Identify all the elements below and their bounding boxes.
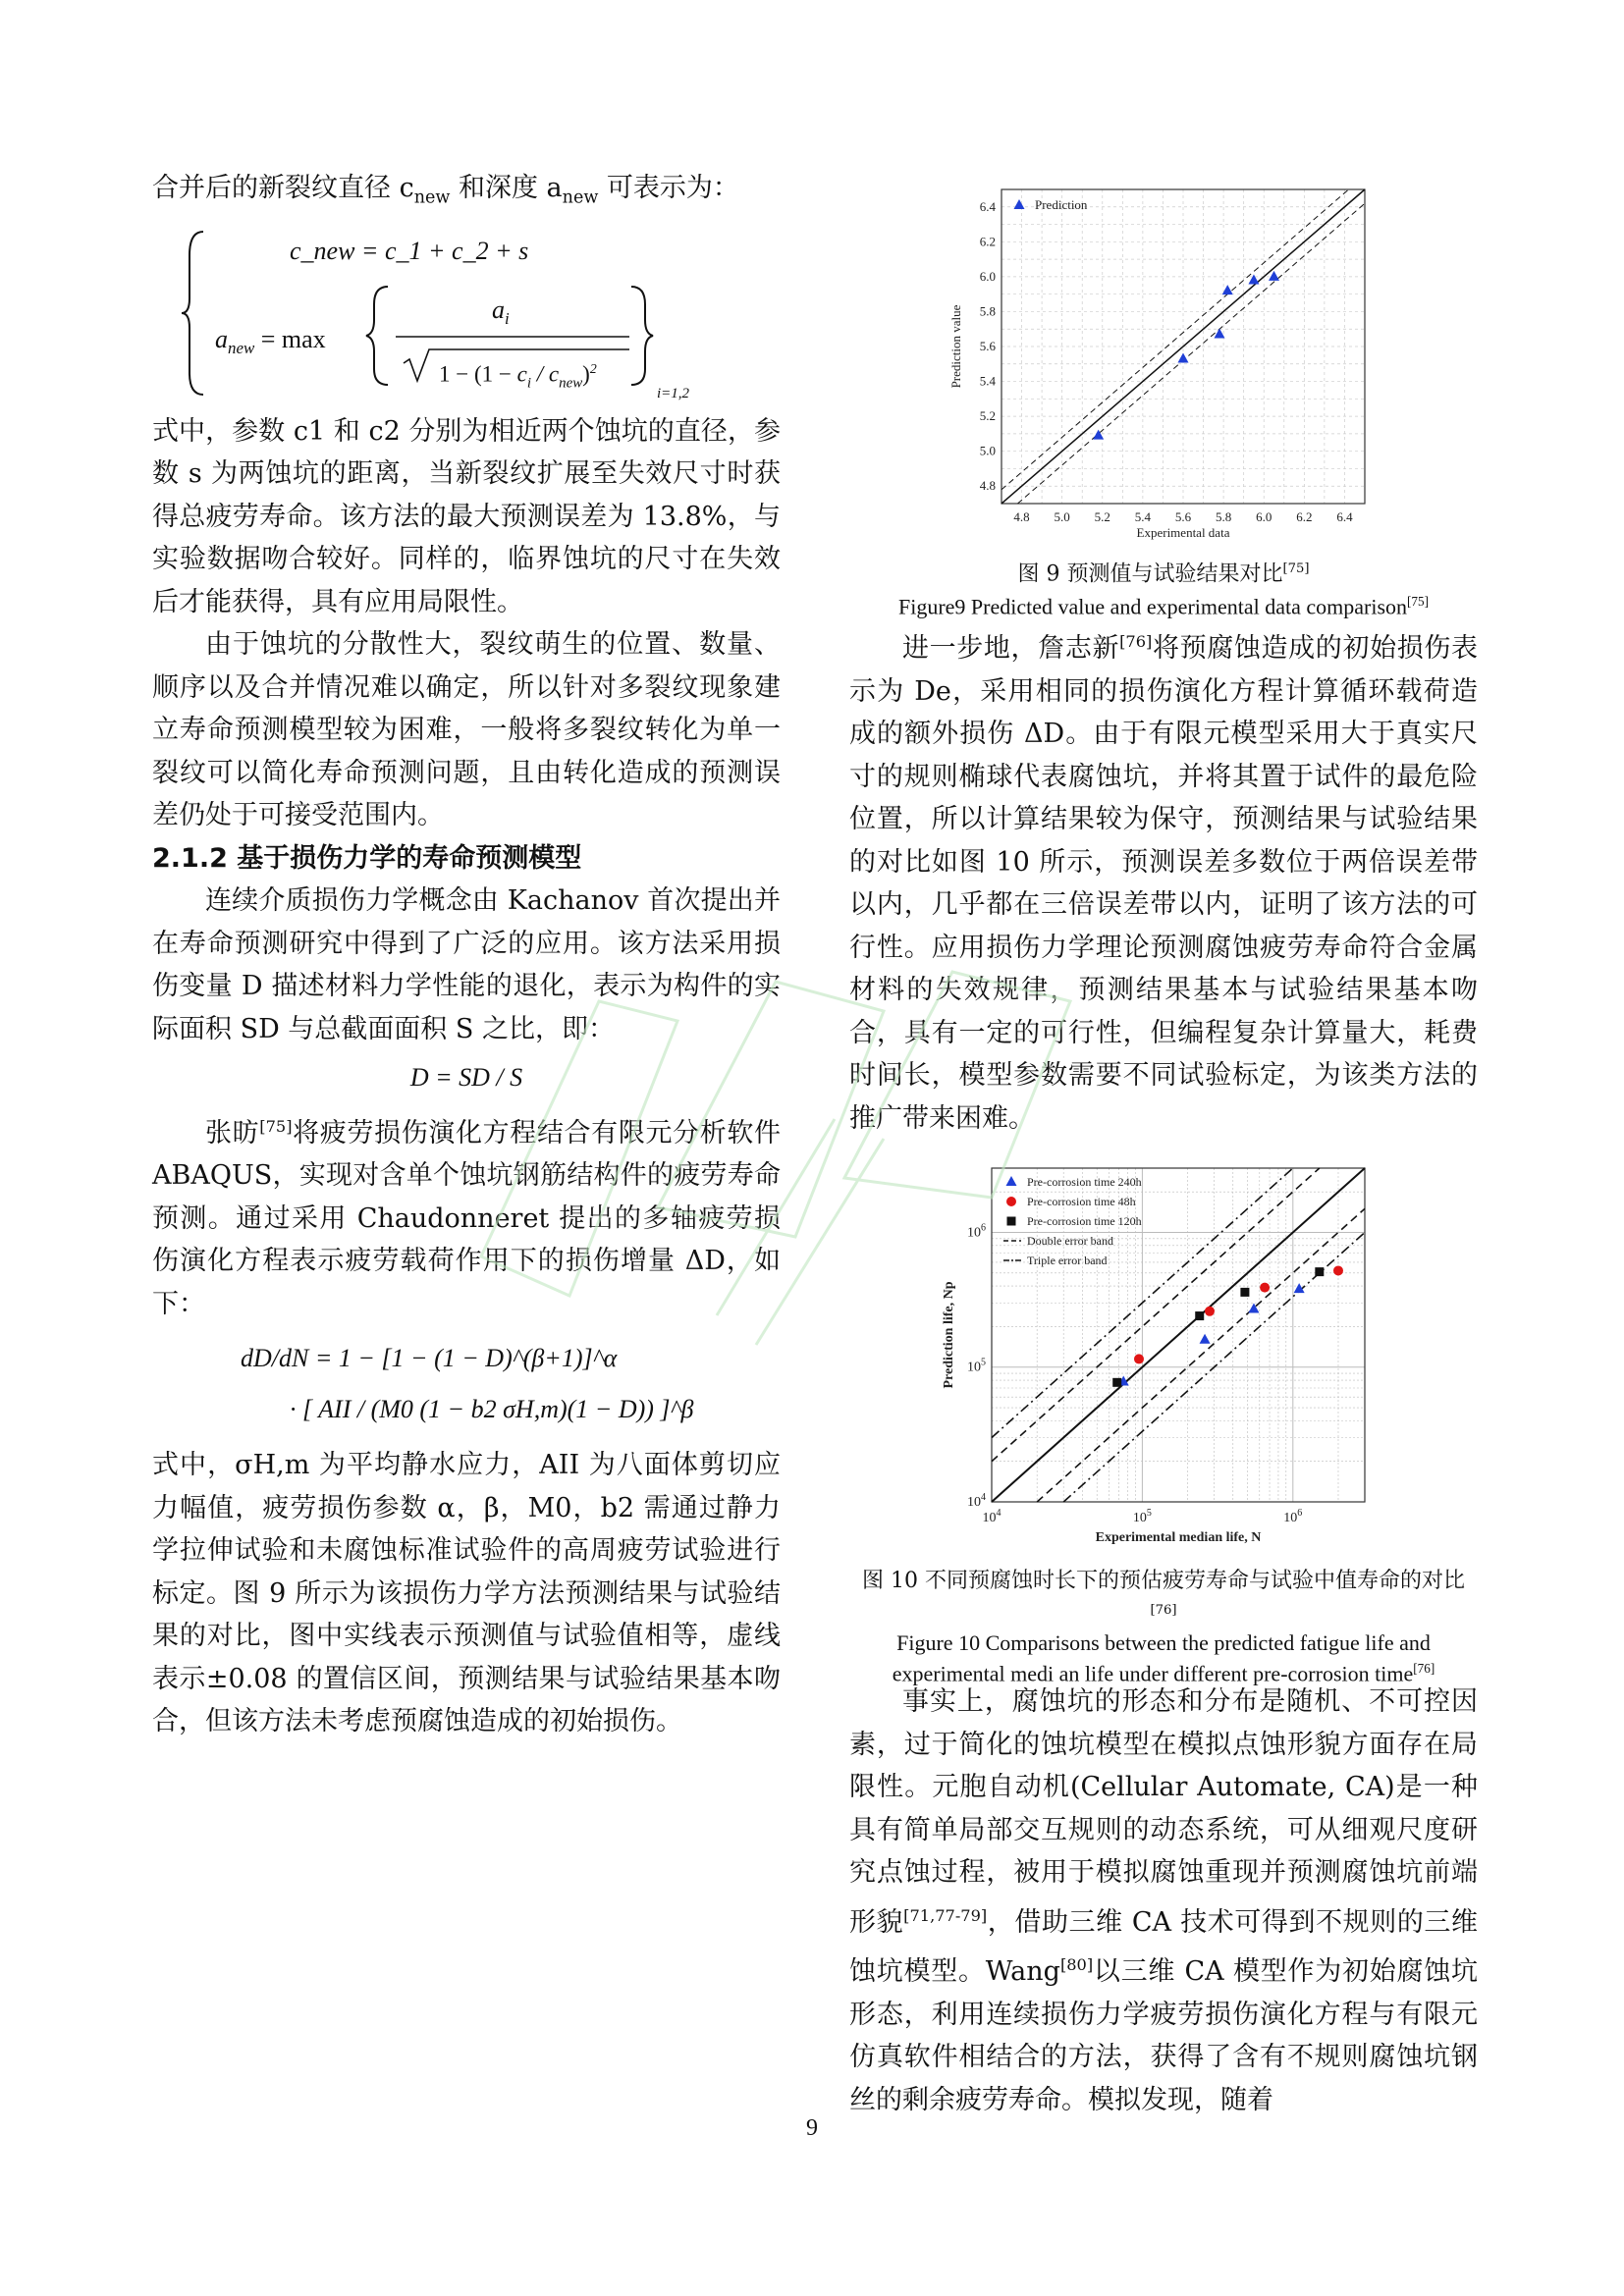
- legend-marker-48h: [1006, 1197, 1016, 1206]
- y-tick-label: 4.8: [979, 478, 996, 494]
- x-tick-label: $10^5$: [1132, 1508, 1152, 1525]
- x-tick-label: 5.2: [1094, 509, 1110, 524]
- paragraph-6: 进一步地，詹志新[76]将预腐蚀造成的初始损伤表示为 De，采用相同的损伤演化方程计算循环载荷造成的额外损伤 ΔD。由于有限元模型采用大于真实尺寸的规则椭球代表腐蚀坑，并将其置于试件的最危险位置，所以计算结果较为保守，预测结果与试验结果的对比如图 10 所示，预测误差多数位于两倍误差带以内，几乎都在三倍误差带以内，证明了该方法的可行性。应用损伤力学理论预测腐蚀疲劳寿命符合金属材料的失效规律，预测结果基本与试验结果基本吻合，具有一定的可行性，但编程复杂计算量大，耗费时间长，模型参数需要不同试验标定，为该类方法的推广带来困难。: [849, 632, 1479, 1134]
- x-axis-label: Experimental median life, N: [1095, 1530, 1262, 1545]
- x-tick-label: 5.0: [1054, 509, 1070, 524]
- data-point-48h: [1260, 1283, 1270, 1293]
- paragraph-4: 张昉[75]将疲劳损伤演化方程结合有限元分析软件 ABAQUS，实现对含单个蚀坑钢筋结构件的疲劳寿命预测。通过采用 Chaudonneret 提出的多轴疲劳损伤演化方程表示疲劳载荷作用下的损伤增量 ΔD，如下：: [152, 1116, 782, 1319]
- paragraph-5: 式中，σH,m 为平均静水应力，AII 为八面体剪切应力幅值，疲劳损伤参数 α，β，M0，b2 需通过静力学拉伸试验和未腐蚀标准试验件的高周疲劳试验进行标定。图 9 所示为该损伤力学方法预测结果与试验结果的对比，图中实线表示预测值与试验值相等，虚线表示±0.08 的置信区间，预测结果与试验结果基本吻合，但该方法未考虑预腐蚀造成的初始损伤。: [152, 1450, 781, 1737]
- page-number: 9: [806, 2115, 818, 2141]
- legend-marker-120h: [1007, 1217, 1016, 1226]
- right-column-top: [849, 620, 1478, 1140]
- x-tick-label: 6.4: [1336, 509, 1353, 524]
- eq1-numerator: $a_i$: [492, 294, 510, 329]
- x-tick-label: 4.8: [1013, 509, 1030, 524]
- equation-1: [182, 226, 781, 400]
- y-tick-label: $10^6$: [967, 1222, 986, 1241]
- upper-confidence-line: [1001, 189, 1349, 490]
- legend-label-triple: Triple error band: [1027, 1254, 1108, 1267]
- section-heading: 2.1.2 基于损伤力学的寿命预测模型: [152, 842, 582, 874]
- eq1-anew: $a_{new} = \max$: [215, 324, 326, 358]
- y-tick-label: 5.6: [979, 339, 996, 353]
- x-tick-label: 5.6: [1174, 509, 1192, 524]
- x-tick-label: 5.8: [1215, 509, 1232, 524]
- data-point-120h: [1315, 1267, 1324, 1276]
- data-point-48h: [1205, 1307, 1215, 1316]
- data-point-48h: [1333, 1265, 1343, 1275]
- y-tick-label: 5.2: [979, 408, 996, 424]
- legend-marker-prediction: [1014, 199, 1025, 209]
- figure-9-chart: [923, 175, 1394, 548]
- double-error-band-upper: [992, 1168, 1320, 1462]
- paragraph-1: 式中，参数 c1 和 c2 分别为相近两个蚀坑的直径，参数 s 为两蚀坑的距离，当新裂纹扩展至失效尺寸时获得总疲劳寿命。该方法的最大预测误差为 13.8%，与实验数据吻合较好。同样的，临界蚀坑的尺寸在失效后才能获得，具有应用局限性。: [152, 415, 781, 617]
- x-tick-label: 6.0: [1256, 509, 1272, 524]
- eq1-index: i=1,2: [657, 385, 690, 401]
- data-point-prediction: [1178, 352, 1189, 362]
- eq1-line1: c_new = c_1 + c_2 + s: [290, 236, 529, 265]
- figure-9-caption-en: Figure9 Predicted value and experimental data comparison[75]: [897, 594, 1430, 619]
- figure-9-caption: [849, 555, 1478, 620]
- eq1-denominator: $1 - (1 - c_i / c_{new})^2$: [439, 360, 597, 392]
- data-point-240h: [1200, 1334, 1211, 1344]
- figure-10-caption: [849, 1567, 1478, 1687]
- equation-2: D = SD / S: [409, 1063, 523, 1093]
- y-axis-label: Prediction life, Np: [942, 1281, 956, 1389]
- figure-10-caption-en: Figure 10 Comparisons between the predicted fatigue life and experimental medi an life under different pre-corrosion time[76]: [892, 1630, 1435, 1686]
- left-column: [152, 167, 781, 1743]
- y-tick-label: 5.8: [979, 303, 996, 319]
- equation-3-line1: dD/dN = 1 − [1 − (1 − D)^(β+1)]^α: [241, 1344, 618, 1373]
- x-tick-label: 6.2: [1296, 509, 1313, 524]
- y-tick-label: 5.0: [979, 443, 996, 458]
- x-tick-label: $10^4$: [982, 1508, 1001, 1525]
- legend-label-double: Double error band: [1027, 1234, 1113, 1248]
- figure-10: [923, 1156, 1414, 1553]
- y-tick-label: 6.2: [979, 234, 996, 249]
- data-point-prediction: [1248, 274, 1259, 284]
- right-column-bottom: [849, 1681, 1478, 2121]
- figure-9-caption-cn: 图 9 预测值与试验结果对比[75]: [1017, 561, 1310, 587]
- paragraph-3: 连续介质损伤力学概念由 Kachanov 首次提出并在寿命预测研究中得到了广泛的应用。该方法采用损伤变量 D 描述材料力学性能的退化，表示为构件的实际面积 SD 与总截面面积 S 之比，即：: [152, 885, 781, 1044]
- data-point-120h: [1195, 1311, 1204, 1320]
- data-point-120h: [1240, 1288, 1249, 1297]
- legend-label-240h: Pre-corrosion time 240h: [1027, 1175, 1142, 1189]
- x-tick-label: $10^6$: [1283, 1508, 1303, 1525]
- legend-label-prediction: Prediction: [1035, 197, 1088, 212]
- data-point-prediction: [1269, 271, 1279, 281]
- y-tick-label: 5.4: [979, 373, 996, 389]
- figure-10-caption-cn: 图 10 不同预腐蚀时长下的预估疲劳寿命与试验中值寿命的对比[76]: [862, 1569, 1465, 1618]
- y-tick-label: $10^5$: [967, 1357, 986, 1375]
- x-axis-label: Experimental data: [1136, 525, 1230, 540]
- y-axis-label: Prediction value: [948, 304, 963, 389]
- lower-confidence-line: [1017, 203, 1365, 504]
- y-tick-label: 6.4: [979, 198, 996, 214]
- paragraph-2: 由于蚀坑的分散性大，裂纹萌生的位置、数量、顺序以及合并情况难以确定，所以针对多裂纹现象建立寿命预测模型较为困难，一般将多裂纹转化为单一裂纹可以简化寿命预测问题，且由转化造成的预测误差仍处于可接受范围内。: [152, 629, 781, 831]
- equation-3-line2: · [ AII / (M0 (1 − b2 σH,m)(1 − D)) ]^β: [290, 1394, 694, 1423]
- y-tick-label: $10^4$: [967, 1492, 986, 1510]
- legend-label-48h: Pre-corrosion time 48h: [1027, 1195, 1136, 1208]
- data-point-120h: [1112, 1378, 1121, 1387]
- data-point-48h: [1134, 1354, 1144, 1363]
- paragraph-7: 事实上，腐蚀坑的形态和分布是随机、不可控因素，过于简化的蚀坑模型在模拟点蚀形貌方面存在局限性。元胞自动机(Cellular Automate, CA)是一种具有简单局部交互规则的动态系统，可从细观尺度研究点蚀过程，被用于模拟腐蚀重现并预测腐蚀坑前端形貌[71,77-79]，借助三维 CA 技术可得到不规则的三维蚀坑模型。Wang[80]以三维 CA 模型作为初始腐蚀坑形态，利用连续损伤力学疲劳损伤演化方程与有限元仿真软件相结合的方法，获得了含有不规则腐蚀坑钢丝的剩余疲劳寿命。模拟发现，随着: [849, 1686, 1479, 2115]
- y-tick-label: 6.0: [979, 268, 996, 284]
- figure-9: [923, 175, 1414, 552]
- x-tick-label: 5.4: [1134, 509, 1152, 524]
- legend-marker-240h: [1006, 1176, 1017, 1186]
- legend-label-120h: Pre-corrosion time 120h: [1027, 1214, 1142, 1228]
- figure-10-chart: [923, 1156, 1394, 1549]
- intro-line: 合并后的新裂纹直径 $c_{new}$ 和深度 $a_{new}$ 可表示为：: [152, 173, 739, 208]
